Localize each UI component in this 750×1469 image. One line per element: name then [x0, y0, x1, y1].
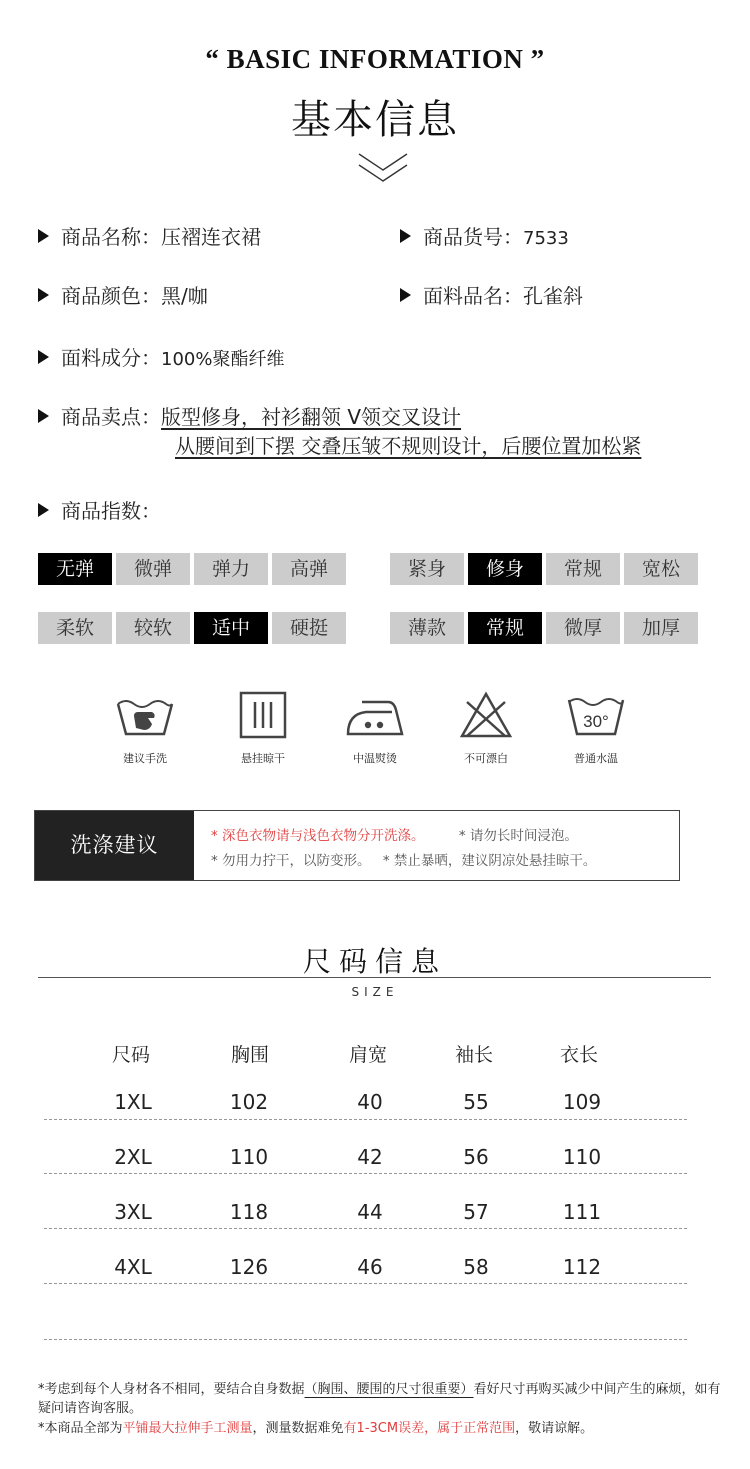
- size-title-divider: [38, 977, 711, 978]
- softness-options: [38, 612, 346, 644]
- fit-options: [390, 553, 698, 585]
- triangle-bullet-icon: [38, 409, 49, 423]
- hang-dry-icon: [238, 690, 288, 740]
- thickness-option: 加厚: [624, 612, 698, 644]
- size-cell: 110: [229, 1145, 269, 1169]
- info-product-index: [38, 495, 161, 524]
- washing-tip: * 请勿长时间浸泡。: [458, 828, 578, 844]
- washing-advice-box: [34, 810, 680, 881]
- info-value: 孔雀斜: [523, 284, 583, 308]
- size-cell: 109: [562, 1090, 602, 1114]
- selling-point-2: 从腰间到下摆 交叠压皱不规则设计，后腰位置加松紧: [175, 434, 642, 458]
- size-cell: 111: [562, 1200, 602, 1224]
- size-section-title: 尺码信息: [302, 945, 447, 978]
- english-title: “ BASIC INFORMATION ”: [205, 44, 545, 74]
- care-water-temp: [551, 690, 641, 766]
- care-iron-medium: [330, 690, 420, 766]
- size-header-cell: 胸围: [231, 1044, 270, 1066]
- size-cell: 56: [463, 1145, 489, 1169]
- care-no-bleach: [441, 690, 531, 766]
- softness-option: 硬挺: [272, 612, 346, 644]
- size-cell: 44: [357, 1200, 383, 1224]
- size-header-cell: 尺码: [112, 1044, 151, 1066]
- info-label: 面料成分：: [61, 346, 161, 370]
- size-cell: 58: [463, 1255, 489, 1279]
- info-product-sku: [400, 221, 569, 250]
- size-header-cell: 肩宽: [349, 1044, 388, 1066]
- size-note-2: [38, 1419, 728, 1438]
- row-divider: [44, 1119, 687, 1120]
- triangle-bullet-icon: [400, 288, 411, 302]
- size-cell: 102: [229, 1090, 269, 1114]
- washing-tips-line-2: [211, 849, 596, 869]
- care-label: 建议手洗: [123, 752, 167, 765]
- thickness-options: [390, 612, 698, 644]
- care-label: 中温熨烫: [353, 752, 397, 765]
- care-label: 普通水温: [574, 752, 618, 765]
- triangle-bullet-icon: [38, 503, 49, 517]
- note-text: 看好尺寸再购买减少中间产生的麻烦，如有疑问请咨询客服。: [38, 1382, 721, 1416]
- fit-option: 紧身: [390, 553, 464, 585]
- triangle-bullet-icon: [38, 229, 49, 243]
- chinese-title: 基本信息: [291, 97, 459, 143]
- fit-option: 宽松: [624, 553, 698, 585]
- elasticity-option: 无弹: [38, 553, 112, 585]
- size-cell: 42: [357, 1145, 383, 1169]
- note-text: ，测量数据难免: [252, 1421, 344, 1436]
- softness-option: 柔软: [38, 612, 112, 644]
- care-hand-wash: [100, 690, 190, 766]
- note-text: *考虑到每个人身材各不相同，要结合自身数据: [38, 1382, 305, 1397]
- fit-option: 修身: [468, 553, 542, 585]
- info-value: 100%聚酯纤维: [161, 349, 285, 370]
- size-section-subtitle: SIZE: [351, 985, 399, 999]
- size-header-cell: 衣长: [560, 1044, 599, 1066]
- note-text: *本商品全部为: [38, 1421, 123, 1436]
- size-cell: 3XL: [114, 1200, 152, 1224]
- info-fabric-composition: [38, 342, 284, 371]
- size-cell: 46: [357, 1255, 383, 1279]
- elasticity-option: 弹力: [194, 553, 268, 585]
- washing-tip: * 深色衣物请与浅色衣物分开洗涤。: [211, 828, 425, 844]
- size-cell: 40: [357, 1090, 383, 1114]
- note-text-emphasis: 有1-3CM误差，属于正常范围: [343, 1421, 516, 1436]
- softness-option: 适中: [194, 612, 268, 644]
- thickness-option: 常规: [468, 612, 542, 644]
- washing-advice-title: 洗涤建议: [35, 811, 194, 880]
- row-divider: [44, 1173, 687, 1174]
- size-note-1: [38, 1380, 728, 1418]
- size-cell: 2XL: [114, 1145, 152, 1169]
- info-product-name: [38, 221, 261, 250]
- size-header-cell: 袖长: [455, 1044, 494, 1066]
- care-label: 不可漂白: [464, 752, 508, 765]
- info-label: 面料品名：: [423, 284, 523, 308]
- info-value: 压褶连衣裙: [161, 225, 261, 249]
- info-selling-points: [38, 401, 461, 430]
- note-text-emphasis: （胸围、腰围的尺寸很重要）: [304, 1382, 474, 1397]
- no-bleach-icon: [459, 690, 513, 740]
- size-cell: 57: [463, 1200, 489, 1224]
- triangle-bullet-icon: [400, 229, 411, 243]
- size-cell: 1XL: [114, 1090, 152, 1114]
- washing-tip: * 勿用力拧干，以防变形。: [211, 853, 371, 869]
- fit-option: 常规: [546, 553, 620, 585]
- elasticity-option: 微弹: [116, 553, 190, 585]
- size-cell: 4XL: [114, 1255, 152, 1279]
- info-value: 7533: [523, 228, 569, 249]
- info-label: 商品颜色：: [61, 284, 161, 308]
- info-fabric-name: [400, 280, 583, 309]
- note-text: ，敬请谅解。: [515, 1421, 594, 1436]
- selling-point-1: 版型修身，衬衫翻领 V领交叉设计: [161, 405, 462, 429]
- thickness-option: 微厚: [546, 612, 620, 644]
- temperature-value: 30°: [583, 712, 609, 731]
- washing-tip: * 禁止暴晒，建议阴凉处悬挂晾干。: [382, 853, 597, 869]
- triangle-bullet-icon: [38, 350, 49, 364]
- size-cell: 118: [229, 1200, 269, 1224]
- size-cell: 112: [562, 1255, 602, 1279]
- softness-option: 较软: [116, 612, 190, 644]
- washing-tips-line-1: [211, 824, 578, 844]
- info-label: 商品名称：: [61, 225, 161, 249]
- info-label: 商品卖点：: [61, 405, 161, 429]
- size-cell: 55: [463, 1090, 489, 1114]
- hand-wash-icon: [114, 690, 176, 740]
- thickness-option: 薄款: [390, 612, 464, 644]
- row-divider: [44, 1339, 687, 1340]
- info-product-color: [38, 280, 208, 309]
- water-temperature-icon: [565, 690, 627, 740]
- elasticity-option: 高弹: [272, 553, 346, 585]
- triangle-bullet-icon: [38, 288, 49, 302]
- info-value: 黑/咖: [161, 284, 208, 308]
- size-cell: 110: [562, 1145, 602, 1169]
- info-label: 商品指数：: [61, 499, 161, 523]
- row-divider: [44, 1228, 687, 1229]
- iron-icon: [344, 690, 406, 740]
- size-cell: 126: [229, 1255, 269, 1279]
- care-label: 悬挂晾干: [241, 752, 285, 765]
- note-text-emphasis: 平铺最大拉伸手工测量: [122, 1421, 253, 1436]
- info-label: 商品货号：: [423, 225, 523, 249]
- chevron-down-icon: [357, 150, 409, 190]
- row-divider: [44, 1283, 687, 1284]
- care-hang-dry: [218, 690, 308, 766]
- elasticity-options: [38, 553, 346, 585]
